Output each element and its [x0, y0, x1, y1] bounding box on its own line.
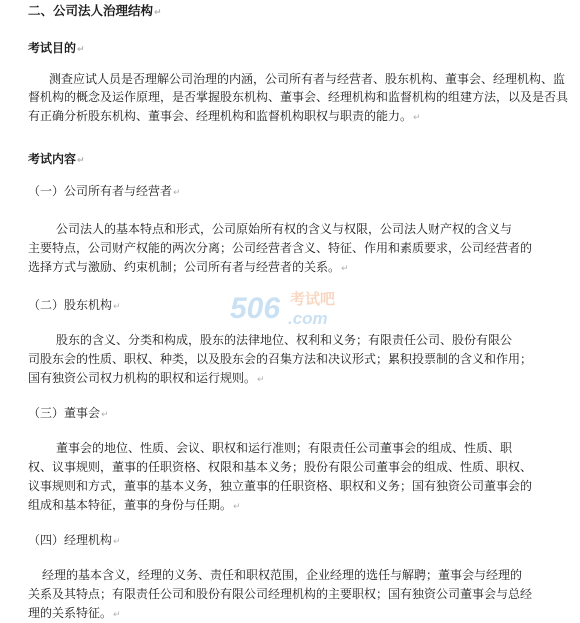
item-1-line-1: 公司法人的基本特点和形式，公司原始所有权的含义与权限，公司法人财产权的含义与	[56, 222, 513, 236]
item-title-1: （一）公司所有者与经营者↵	[28, 184, 181, 198]
item-3-line-4: 组成和基本特征，董事的身份与任期。↵	[28, 498, 241, 512]
paragraph-mark-icon: ↵	[173, 188, 181, 198]
item-title-2: （二）股东机构↵	[28, 298, 121, 312]
purpose-line-3: 有正确分析股东机构、董事会、经理机构和监督机构职权与职责的能力。↵	[28, 109, 421, 123]
item-4-line-2: 关系及其特点；有限责任公司和股份有限公司经理机构的主要职权；国有独资公司董事会与总经	[28, 587, 533, 601]
paragraph-mark-icon: ↵	[113, 610, 121, 620]
section-label-content: 考试内容↵	[28, 152, 85, 166]
paragraph-mark-icon: ↵	[77, 45, 85, 55]
item-3-line-2: 权、议事规则，董事的任职资格、权限和基本义务；股份有限公司董事会的组成、性质、职权、	[28, 460, 533, 474]
item-3-line-1: 董事会的地位、性质、会议、职权和运行准则；有限责任公司董事会的组成、性质、职	[56, 441, 513, 455]
watermark-logo	[228, 284, 358, 334]
section-label-purpose: 考试目的↵	[28, 41, 85, 55]
item-2-line-2: 司股东会的性质、职权、种类，以及股东会的召集方法和决议形式；累积投票制的含义和作用；	[28, 352, 533, 366]
document-heading: 二、公司法人治理结构↵	[28, 3, 162, 18]
paragraph-mark-icon: ↵	[101, 410, 109, 420]
item-4-line-3: 理的关系特征。↵	[28, 606, 121, 620]
watermark-digits: 506	[230, 292, 281, 325]
item-title-4: （四）经理机构↵	[28, 533, 121, 547]
watermark-text: 考试吧	[290, 290, 336, 308]
item-2-line-3: 国有独资公司权力机构的职权和运行规则。↵	[28, 371, 265, 385]
item-title-3: （三）董事会↵	[28, 406, 109, 420]
paragraph-mark-icon: ↵	[113, 537, 121, 547]
paragraph-mark-icon: ↵	[413, 113, 421, 123]
paragraph-mark-icon: ↵	[154, 8, 162, 18]
paragraph-mark-icon: ↵	[341, 264, 349, 274]
purpose-line-2: 督机构的概念及运作原理，是否掌握股东机构、董事会、经理机构和监督机构的组建方法，以及是否具	[28, 90, 569, 104]
watermark-domain: .com	[288, 309, 328, 328]
purpose-line-1: 测查应试人员是否理解公司治理的内涵，公司所有者与经营者、股东机构、董事会、经理机构、监	[49, 72, 566, 86]
item-1-line-3: 选择方式与激励、约束机制；公司所有者与经营者的关系。↵	[28, 260, 349, 274]
item-4-line-1: 经理的基本含义，经理的义务、责任和职权范围，企业经理的选任与解聘；董事会与经理的	[42, 568, 523, 582]
paragraph-mark-icon: ↵	[233, 502, 241, 512]
paragraph-mark-icon: ↵	[77, 156, 85, 166]
item-3-line-3: 议事规则和方式，董事的基本义务，独立董事的任职资格、职权和义务；国有独资公司董事会的	[28, 479, 533, 493]
paragraph-mark-icon: ↵	[257, 375, 265, 385]
paragraph-mark-icon: ↵	[113, 302, 121, 312]
item-2-line-1: 股东的含义、分类和构成，股东的法律地位、权利和义务；有限责任公司、股份有限公	[56, 333, 513, 347]
item-1-line-2: 主要特点，公司财产权能的两次分离；公司经营者含义、特征、作用和素质要求，公司经营者的	[28, 241, 533, 255]
